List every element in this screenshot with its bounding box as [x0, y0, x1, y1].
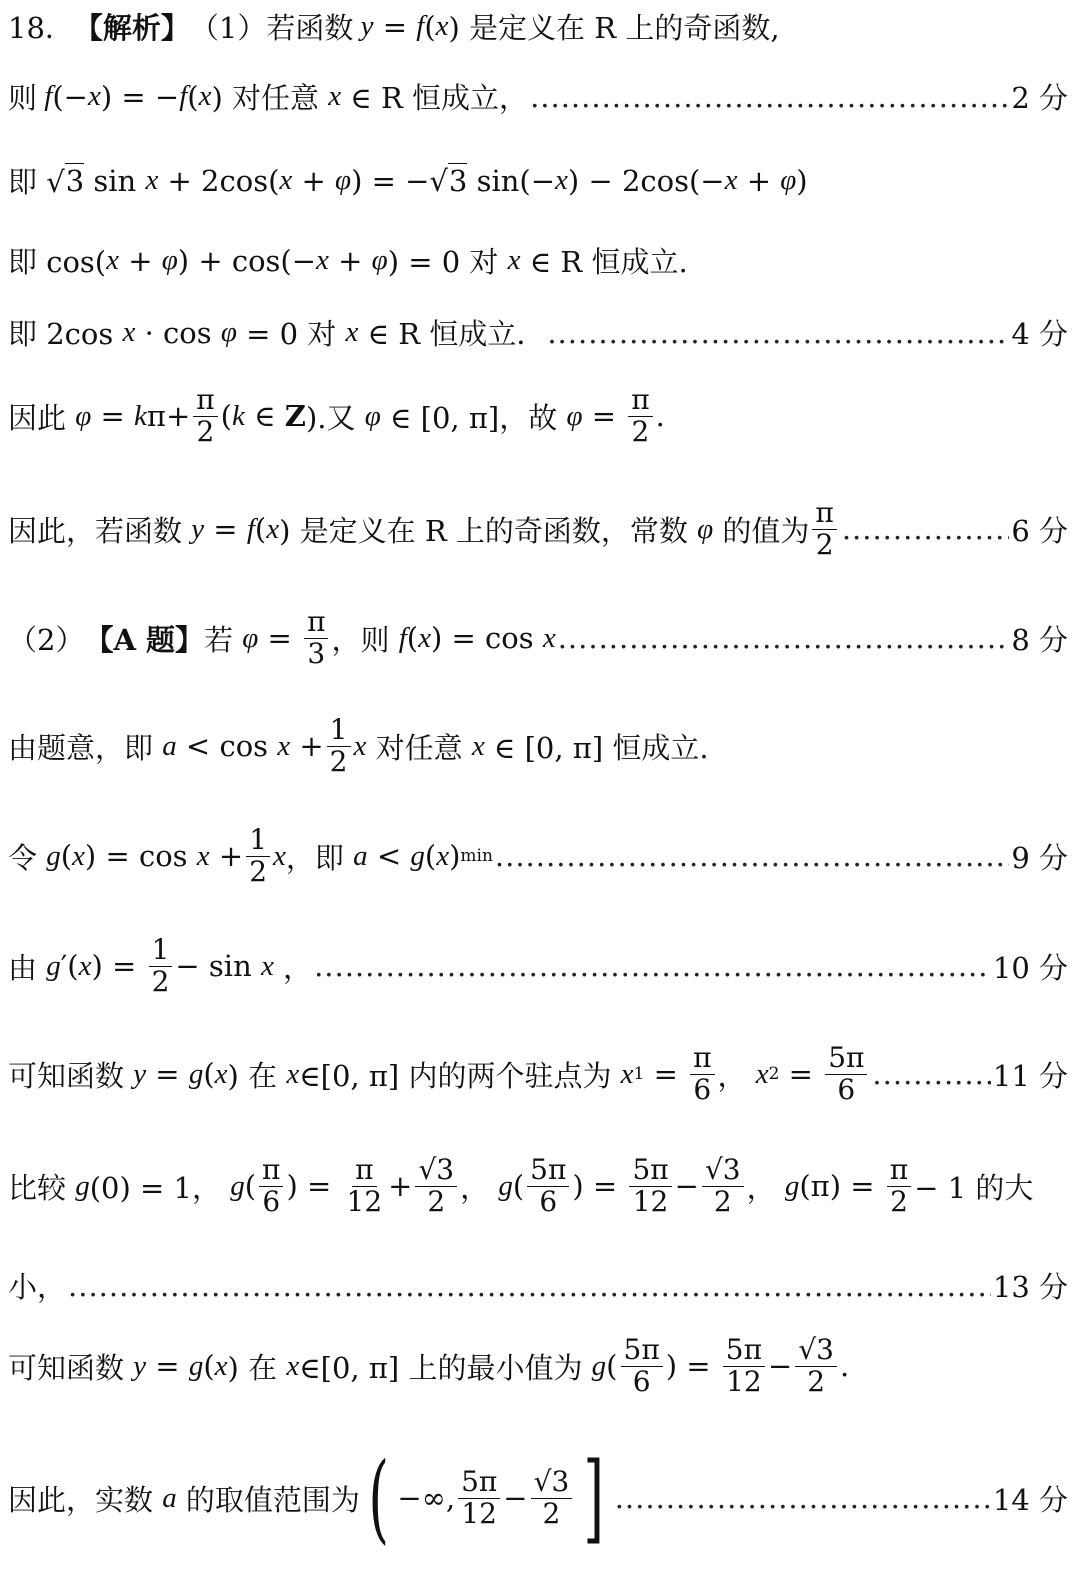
line-minimum-value: 可知函数 y = g ( x ) 在 x ∈[0, π] 上的最小值为 g ( $\frac{5\pi}{6}$ ) = $\frac{5\pi}{12}$ − $\frac{√3}{2}$ .	[8, 1333, 850, 1398]
line-part2-setup: （2） 【A 题】 若 φ = $\frac{\pi}{3}$ ，则 f ( x ) = cos x ..... 8 分	[8, 607, 1068, 670]
line-define-g: 令 g ( x ) = cos x + $\frac{1}{2}$ x ，即 a < g ( x ) min ..... 9 分	[8, 825, 1068, 888]
solution-header-line: 18． 【解析】 （1）若函数 y = f ( x ) 是定义在 R 上的奇函数,	[8, 9, 780, 45]
leader-dots	[615, 1481, 991, 1515]
line-product-zero: 即 2cos x · cos φ = 0 对 x ∈ R 恒成立． ..... 4 分	[8, 312, 1068, 353]
score-mark: 4 分	[1011, 317, 1068, 351]
leader-dots	[872, 1057, 990, 1091]
score-mark: 10 分	[992, 950, 1068, 985]
line-compare-continued: 小， ..... 13 分	[8, 1265, 1068, 1306]
line-cos-sum-zero: 即 cos( x + φ ) + cos(− x + φ ) = 0 对 x ∈ R 恒成立.	[8, 243, 688, 279]
line-critical-points: 可知函数 y = g ( x ) 在 x ∈[0, π] 内的两个驻点为 x 1 = $\frac{\pi}{6}$ ， x 2 = $\frac{5\pi}{6}$ ..... 11 分	[8, 1043, 1068, 1106]
score-mark: 9 分	[1011, 840, 1068, 875]
score-mark: 14 分	[992, 1482, 1068, 1517]
leader-dots	[68, 1269, 991, 1303]
line-final-answer: 因此，实数 a 的取值范围为 ( −∞, $\frac{5\pi}{12}$ − $\frac{√3}{2}$ ] ..... 14 分	[8, 1460, 1068, 1537]
score-mark: 6 分	[1011, 513, 1068, 548]
score-mark: 2 分	[1011, 81, 1068, 115]
line-compare-values: 比较 g (0) = 1， g ( $\frac{\pi}{6}$ ) = $\frac{\pi}{12}$ + $\frac{√3}{2}$ ， g ( $\frac{5\pi}{6}$ ) = $\frac{5\pi}{12}$ − $\frac{√3}{2}$ ， g (π) = $\frac{\pi}{2}$ − 1 的大	[8, 1153, 1034, 1218]
line-inequality-condition: 由题意，即 a < cos x + $\frac{1}{2}$ x 对任意 x ∈ [0, π] 恒成立.	[8, 713, 709, 778]
leader-dots	[530, 80, 1009, 114]
leader-dots	[558, 621, 1010, 655]
line-expanded-equation: 即 √ 3 sin x + 2cos( x + φ ) = −√ 3 sin(− x ) − 2cos(− x + φ )	[8, 163, 808, 199]
leader-dots	[314, 949, 991, 983]
leader-dots	[547, 316, 1009, 350]
leader-dots	[495, 839, 1009, 873]
score-mark: 11 分	[992, 1058, 1068, 1093]
line-derivative: 由 g ′( x ) = $\frac{1}{2}$ − sin x ， ..... 10 分	[8, 935, 1068, 998]
line-phi-conclusion: 因此，若函数 y = f ( x ) 是定义在 R 上的奇函数，常数 φ 的值为 $\frac{\pi}{2}$ ..... 6 分	[8, 498, 1068, 561]
line-phi-general-solution: 因此 φ = k π+ $\frac{\pi}{2}$ ( k ∈ Z ).又 φ ∈ [0, π]，故 φ = $\frac{\pi}{2}$ .	[8, 383, 665, 448]
score-mark: 13 分	[992, 1270, 1068, 1304]
leader-dots	[842, 512, 1010, 546]
line-odd-function-condition: 则 f (− x ) = − f ( x ) 对任意 x ∈ R 恒成立， ..... 2 分	[8, 76, 1068, 117]
score-mark: 8 分	[1011, 622, 1068, 657]
